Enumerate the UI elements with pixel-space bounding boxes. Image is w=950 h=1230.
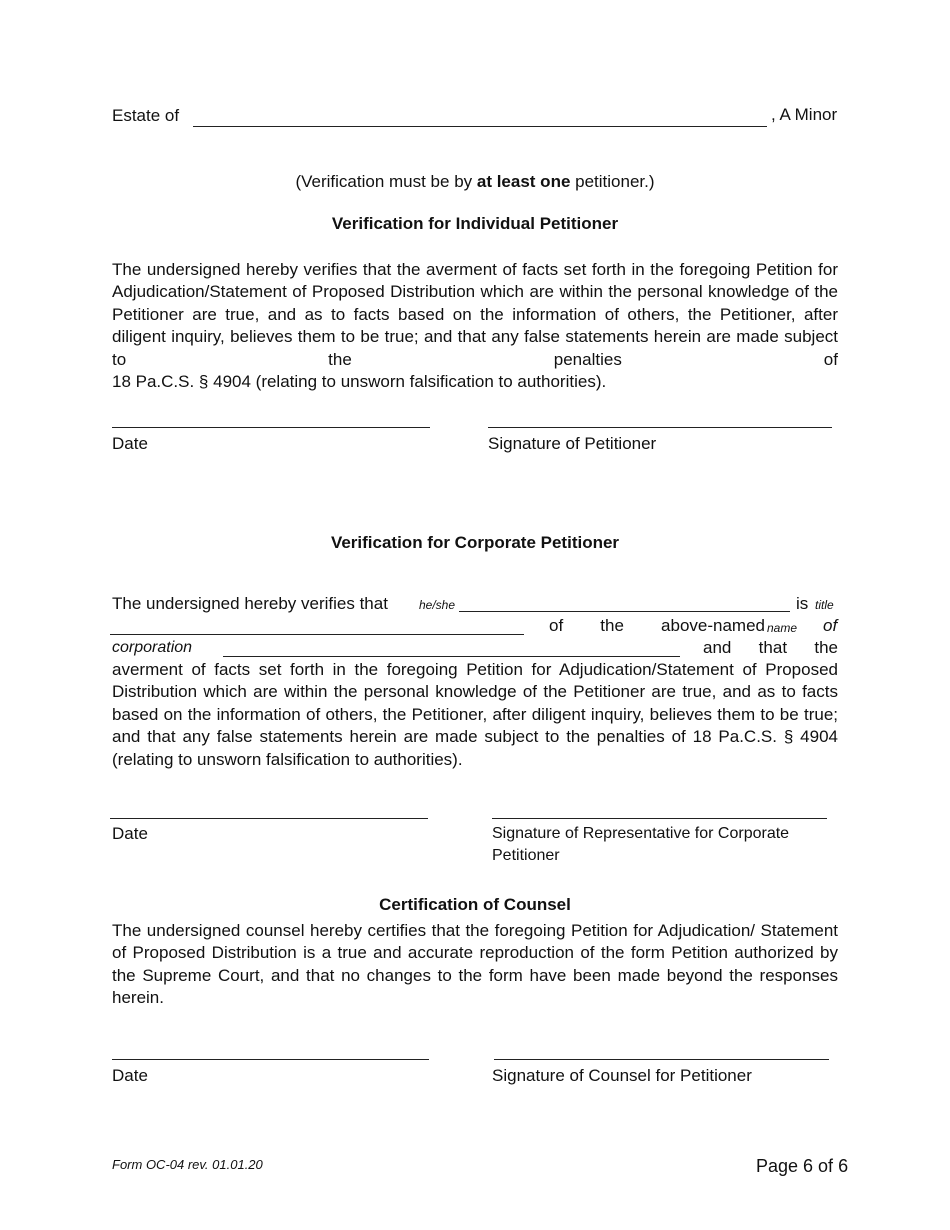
counsel-date-field[interactable]	[112, 1059, 429, 1060]
and-that-label: and that the	[703, 638, 838, 657]
hint-heshe: he/she	[419, 598, 456, 612]
corporate-signature-field[interactable]	[492, 818, 827, 819]
corporate-body: averment of facts set forth in the foregoing Petition for Adjudication/Statement of Proposed Distribution which are within the personal knowledge of the Petitioner are true, and as to facts based on the information of others, the Petitioner, after diligent inquiry, believes them to be true; and that any false statements herein are made subject to the penalties of 18 Pa.C.S. § 4904 (relating to unsworn falsification to authorities).	[112, 660, 838, 769]
estate-name-field[interactable]	[193, 126, 767, 127]
individual-signature-label: Signature of Petitioner	[488, 434, 657, 453]
corporation-name-field[interactable]	[223, 656, 680, 657]
counsel-signature-label: Signature of Counsel for Petitioner	[492, 1066, 752, 1085]
corporate-date-label: Date	[112, 824, 148, 843]
of-the-above-named: of the above-named	[549, 616, 765, 635]
individual-body-last: 18 Pa.C.S. § 4904 (relating to unsworn falsification to authorities).	[112, 372, 607, 391]
note-suffix: petitioner.)	[570, 172, 655, 191]
note-prefix: (Verification must be by	[295, 172, 477, 191]
corporate-date-field[interactable]	[110, 818, 428, 819]
counsel-heading: Certification of Counsel	[379, 895, 571, 914]
heshe-field[interactable]	[459, 611, 790, 612]
counsel-date-label: Date	[112, 1066, 148, 1085]
individual-heading: Verification for Individual Petitioner	[331, 214, 619, 233]
corporate-heading: Verification for Corporate Petitioner	[330, 533, 620, 552]
minor-label: , A Minor	[771, 105, 838, 124]
verification-note	[0, 171, 950, 193]
form-id: Form OC-04 rev. 01.01.20	[112, 1157, 263, 1172]
estate-label: Estate of	[112, 106, 180, 125]
individual-body: The undersigned hereby verifies that the averment of facts set forth in the foregoing Petition for Adjudication/Statement of Proposed Distribution which are within the personal knowledge of the Petitioner are true, and as to facts based on the information of others, the Petitioner, after diligent inquiry, believes them to be true; and that any false statements herein are made subject to the penalties of	[112, 260, 838, 369]
individual-signature-field[interactable]	[488, 427, 832, 428]
hint-title: title	[815, 598, 834, 612]
counsel-signature-field[interactable]	[494, 1059, 829, 1060]
page-number: Page 6 of 6	[756, 1156, 849, 1176]
is-label: is	[796, 594, 809, 613]
individual-date-label: Date	[112, 434, 148, 453]
hint-name: name	[767, 621, 798, 635]
counsel-body: The undersigned counsel hereby certifies that the foregoing Petition for Adjudication/ Statement of Proposed Distribution is a true and accurate reproduction of the form Petition authorized by the Supreme Court, and that no changes to the form have been made beyond the responses herein.	[112, 921, 838, 1008]
note-bold: at least one	[476, 172, 571, 191]
hint-corporation: corporation	[112, 639, 193, 656]
individual-date-field[interactable]	[112, 427, 430, 428]
corporate-line1-text: The undersigned hereby verifies that	[112, 594, 388, 613]
title-field[interactable]	[110, 634, 524, 635]
corporate-signature-label: Signature of Representative for Corporate Petitioner	[492, 825, 790, 865]
hint-of: of	[823, 616, 838, 635]
